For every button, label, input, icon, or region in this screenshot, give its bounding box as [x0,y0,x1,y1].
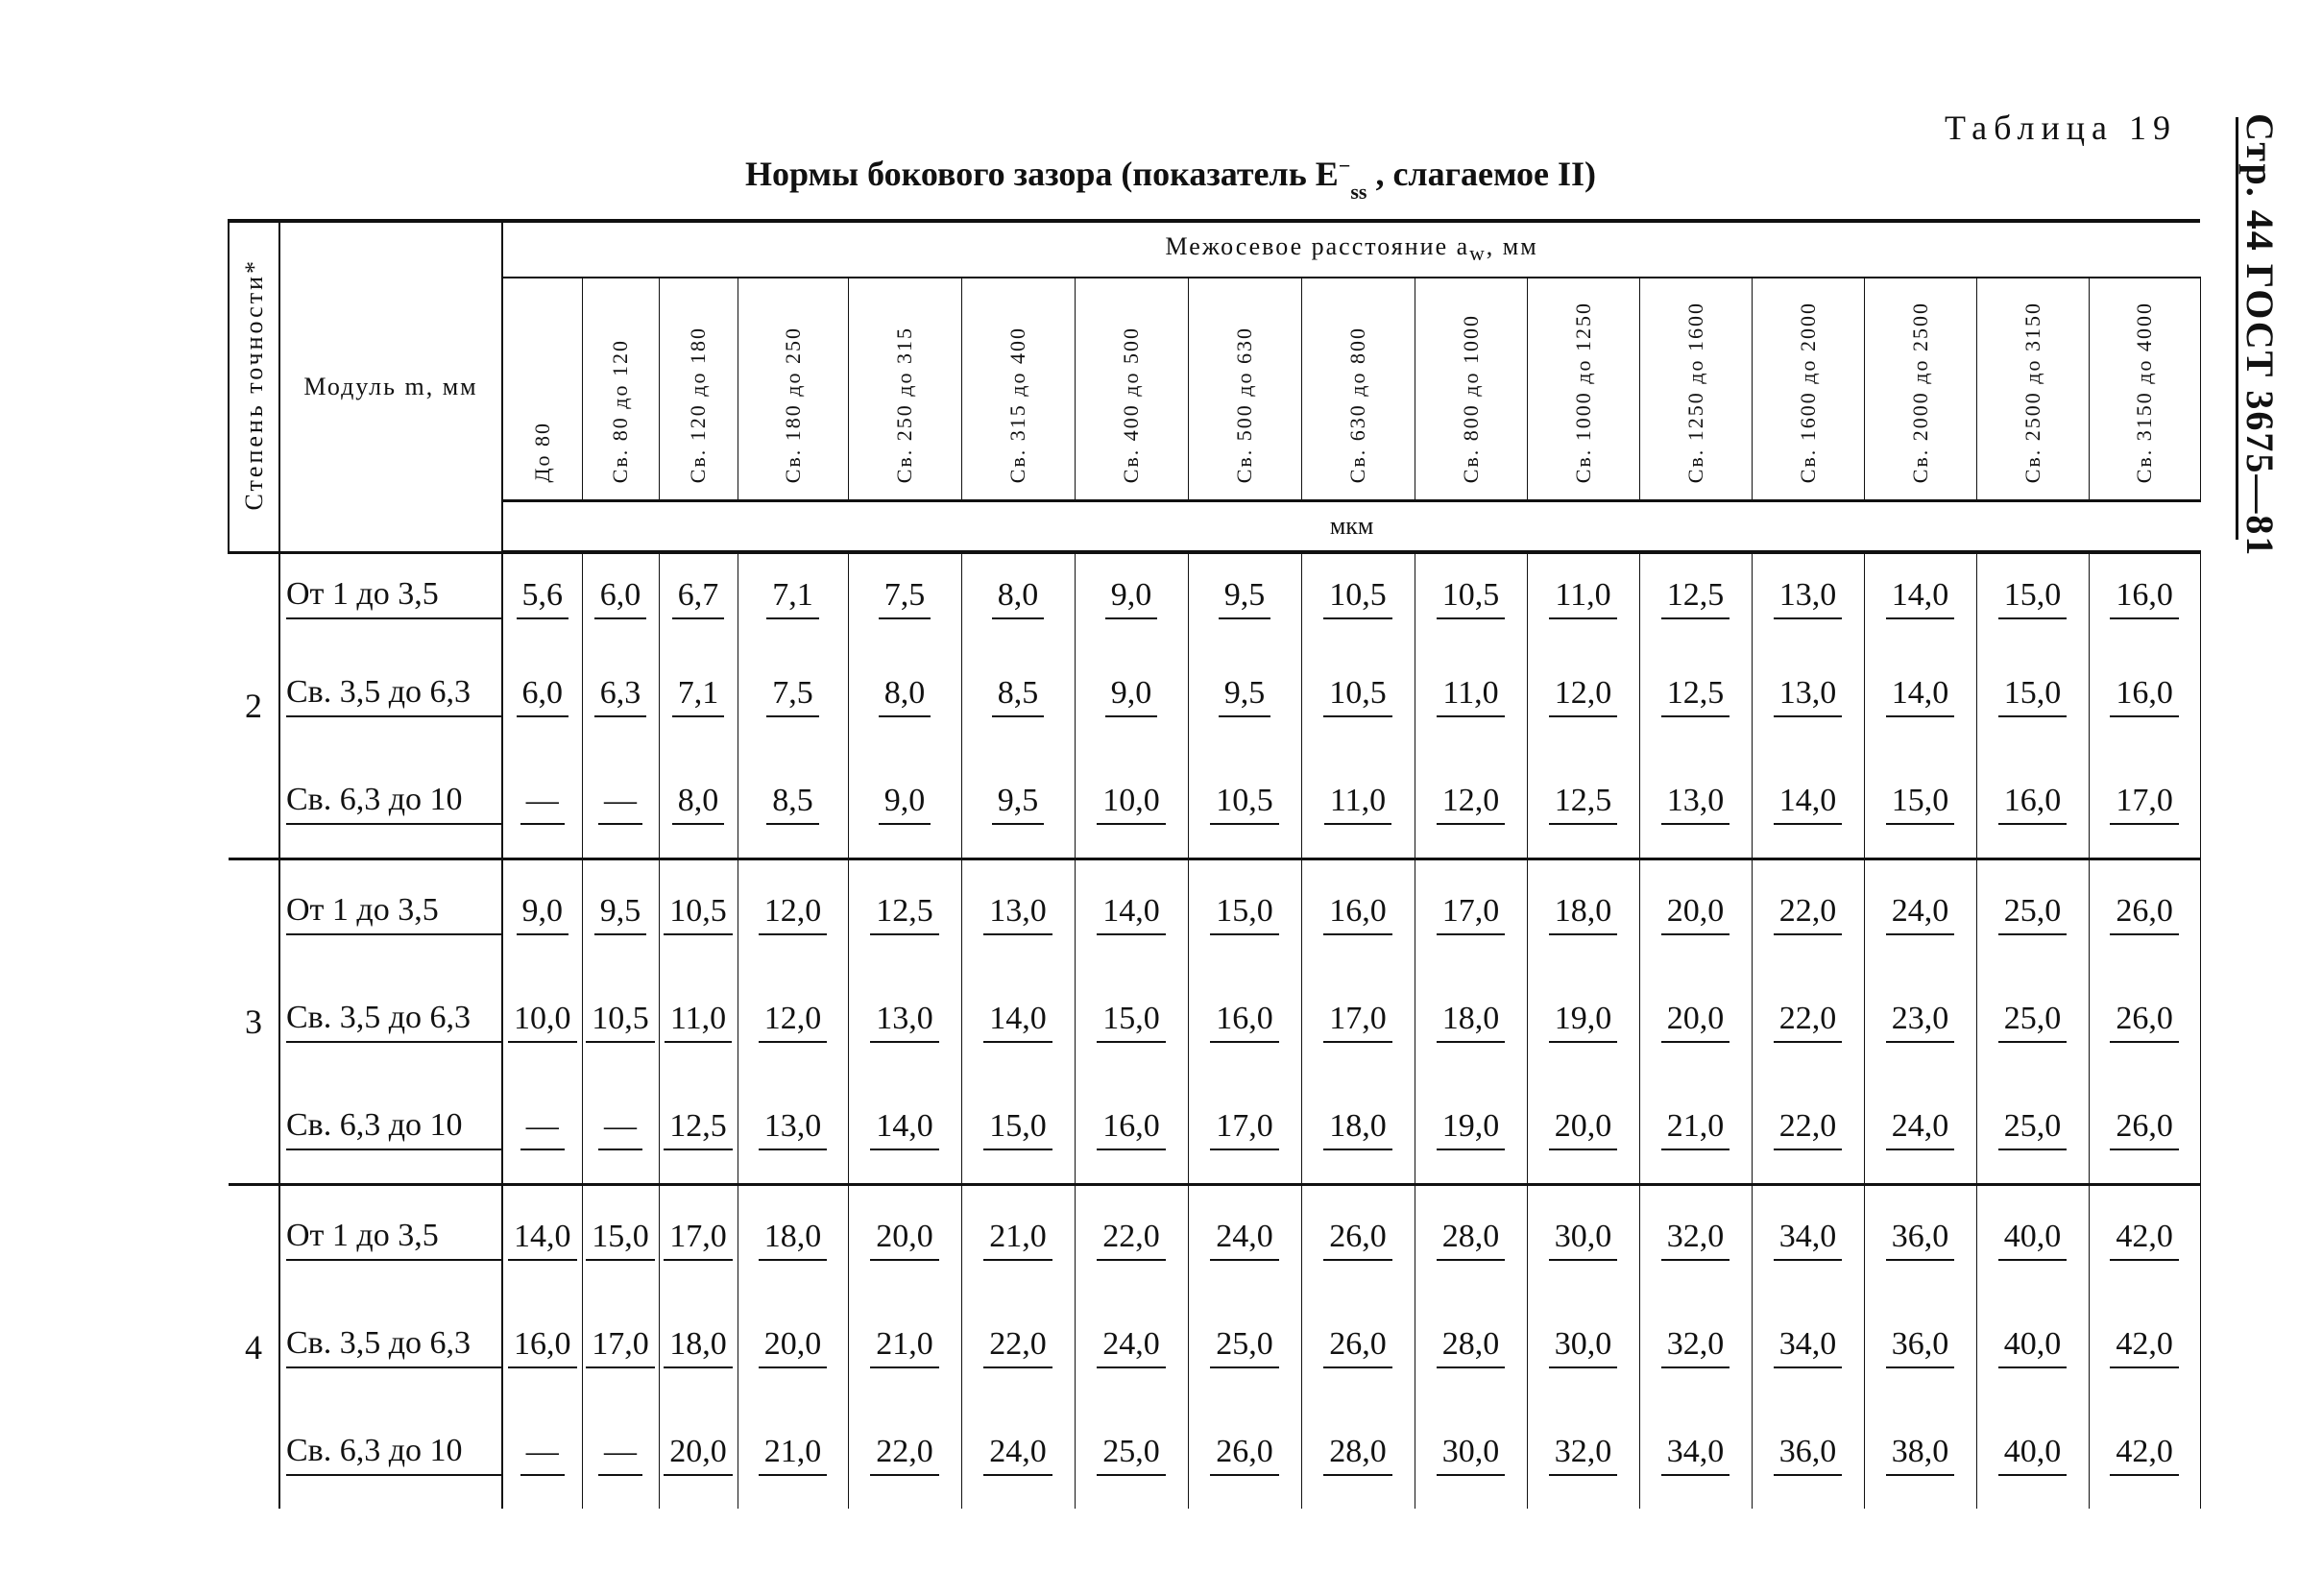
clearance-value: 8,0 [848,642,961,750]
clearance-value: 6,7 [659,552,738,642]
precision-header: Степень точности* [229,221,279,552]
distance-header: Межосевое расстояние $a_w$, мм [502,221,2200,278]
clearance-value: 9,0 [1075,642,1188,750]
clearance-value: 18,0 [1415,968,1527,1076]
clearance-value: 25,0 [1075,1401,1188,1509]
clearance-value: 40,0 [1976,1401,2089,1509]
clearance-value: 15,0 [582,1185,659,1294]
clearance-value: 11,0 [1527,552,1639,642]
clearance-value: — [502,750,582,859]
range-header-cell: Св. 2500 до 3150 [1976,278,2089,501]
clearance-value: 26,0 [1301,1185,1415,1294]
clearance-value: 10,5 [1301,642,1415,750]
module-range: Св. 6,3 до 10 [279,1076,502,1185]
clearance-value: 32,0 [1639,1185,1752,1294]
clearance-value: 24,0 [1075,1294,1188,1401]
title-tail: , слагаемое II) [1375,155,1596,193]
clearance-value: 22,0 [1752,968,1864,1076]
clearance-value: 13,0 [961,859,1075,969]
clearance-value: 14,0 [1864,552,1976,642]
clearance-value: 14,0 [961,968,1075,1076]
clearance-value: 16,0 [1075,1076,1188,1185]
clearance-value: 17,0 [659,1185,738,1294]
clearance-value: 8,5 [961,642,1075,750]
clearance-value: 16,0 [2089,552,2200,642]
clearance-value: 15,0 [1864,750,1976,859]
clearance-value: 18,0 [1301,1076,1415,1185]
range-header-cell: Св. 2000 до 2500 [1864,278,1976,501]
range-header-cell: Св. 315 до 400 [961,278,1075,501]
clearance-value: 28,0 [1301,1401,1415,1509]
clearance-value: 20,0 [1639,859,1752,969]
range-header-cell: Св. 180 до 250 [738,278,848,501]
clearance-value: 40,0 [1976,1294,2089,1401]
clearance-value: 11,0 [1415,642,1527,750]
clearance-value: — [502,1076,582,1185]
clearance-value: 9,5 [582,859,659,969]
title-main: Нормы бокового зазора (показатель E [745,155,1339,193]
clearance-value: 16,0 [2089,642,2200,750]
unit-header: мкм [502,501,2200,553]
clearance-value: 42,0 [2089,1185,2200,1294]
range-header-cell: Св. 80 до 120 [582,278,659,501]
clearance-value: 42,0 [2089,1401,2200,1509]
clearance-value: 7,5 [848,552,961,642]
clearance-value: 21,0 [1639,1076,1752,1185]
clearance-value: 30,0 [1527,1294,1639,1401]
clearance-value: 5,6 [502,552,582,642]
clearance-value: 9,0 [1075,552,1188,642]
range-header-cell: Св. 120 до 180 [659,278,738,501]
clearance-value: 26,0 [1301,1294,1415,1401]
clearance-value: 12,0 [1527,642,1639,750]
clearance-value: 15,0 [1075,968,1188,1076]
clearance-value: 26,0 [2089,859,2200,969]
clearance-value: — [582,750,659,859]
clearance-value: 15,0 [1188,859,1301,969]
clearance-value: 18,0 [1527,859,1639,969]
precision-degree: 4 [229,1185,279,1510]
clearance-value: 18,0 [659,1294,738,1401]
table-row [229,859,2200,969]
clearance-value: 24,0 [1864,859,1976,969]
clearance-value: 17,0 [582,1294,659,1401]
table-row [229,1185,2200,1294]
clearance-value: 30,0 [1527,1185,1639,1294]
clearance-value: 28,0 [1415,1294,1527,1401]
clearance-value: 25,0 [1976,859,2089,969]
clearance-value: 13,0 [848,968,961,1076]
clearance-value: 21,0 [848,1294,961,1401]
clearance-value: 16,0 [1188,968,1301,1076]
clearance-value: 16,0 [1976,750,2089,859]
clearance-value: 18,0 [738,1185,848,1294]
table-row [229,642,2200,750]
clearance-value: 20,0 [848,1185,961,1294]
clearance-value: 42,0 [2089,1294,2200,1401]
clearance-value: 38,0 [1864,1401,1976,1509]
clearance-value: 21,0 [738,1401,848,1509]
clearance-value: 28,0 [1415,1185,1527,1294]
clearance-value: 36,0 [1864,1294,1976,1401]
clearance-value: 26,0 [2089,968,2200,1076]
clearance-value: 10,0 [1075,750,1188,859]
clearance-value: — [582,1076,659,1185]
page-title [745,154,1596,205]
precision-degree: 2 [229,552,279,859]
clearance-value: 9,5 [1188,552,1301,642]
clearance-value: 36,0 [1752,1401,1864,1509]
module-range: От 1 до 3,5 [279,859,502,969]
clearance-value: 7,1 [659,642,738,750]
clearance-value: 22,0 [1752,1076,1864,1185]
side-page-header: Стр. 44 ГОСТ 3675—81 [2238,113,2282,558]
clearance-value: 9,0 [502,859,582,969]
table-row [229,1294,2200,1401]
clearance-value: 15,0 [1976,552,2089,642]
clearance-value: 40,0 [1976,1185,2089,1294]
clearance-value: 34,0 [1752,1294,1864,1401]
clearance-value: 14,0 [1752,750,1864,859]
clearance-value: 10,5 [582,968,659,1076]
clearance-value: 12,5 [848,859,961,969]
clearance-value: 14,0 [502,1185,582,1294]
clearance-value: 10,0 [502,968,582,1076]
table-row [229,750,2200,859]
clearance-value: 22,0 [1075,1185,1188,1294]
clearance-value: 10,5 [659,859,738,969]
module-range: Св. 3,5 до 6,3 [279,642,502,750]
title-symbol-sup: − [1338,154,1351,178]
clearance-value: 20,0 [738,1294,848,1401]
table-row [229,552,2200,642]
range-header-cell: Св. 500 до 630 [1188,278,1301,501]
clearance-value: 21,0 [961,1185,1075,1294]
module-range: От 1 до 3,5 [279,552,502,642]
clearance-value: 34,0 [1639,1401,1752,1509]
clearance-value: 12,0 [738,968,848,1076]
clearance-value: 12,5 [659,1076,738,1185]
range-header-row [229,278,2200,501]
clearance-value: — [502,1401,582,1509]
clearance-value: 20,0 [1527,1076,1639,1185]
clearance-value: 13,0 [738,1076,848,1185]
clearance-value: 19,0 [1415,1076,1527,1185]
module-range: От 1 до 3,5 [279,1185,502,1294]
clearance-value: 6,0 [502,642,582,750]
clearance-value: 22,0 [961,1294,1075,1401]
table-body [229,552,2200,1509]
clearance-value: 36,0 [1864,1185,1976,1294]
clearance-value: 23,0 [1864,968,1976,1076]
table-header [229,221,2200,552]
clearance-value: 20,0 [1639,968,1752,1076]
clearance-value: 13,0 [1639,750,1752,859]
clearance-value: 25,0 [1188,1294,1301,1401]
range-header-cell: Св. 1000 до 1250 [1527,278,1639,501]
clearance-value: 9,0 [848,750,961,859]
clearance-value: — [582,1401,659,1509]
clearance-value: 16,0 [1301,859,1415,969]
clearance-value: 10,5 [1301,552,1415,642]
range-header-cell: Св. 630 до 800 [1301,278,1415,501]
clearance-value: 25,0 [1976,968,2089,1076]
range-header-cell: До 80 [502,278,582,501]
clearance-value: 11,0 [1301,750,1415,859]
clearance-value: 26,0 [2089,1076,2200,1185]
clearance-value: 30,0 [1415,1401,1527,1509]
range-header-cell: Св. 3150 до 4000 [2089,278,2200,501]
clearance-value: 7,1 [738,552,848,642]
clearance-value: 17,0 [1301,968,1415,1076]
side-clearance-table [228,219,2201,1509]
clearance-value: 22,0 [848,1401,961,1509]
clearance-value: 12,5 [1639,552,1752,642]
module-range: Св. 3,5 до 6,3 [279,968,502,1076]
clearance-value: 11,0 [659,968,738,1076]
module-range: Св. 6,3 до 10 [279,1401,502,1509]
clearance-value: 8,0 [961,552,1075,642]
clearance-value: 13,0 [1752,552,1864,642]
clearance-value: 10,5 [1188,750,1301,859]
clearance-value: 13,0 [1752,642,1864,750]
precision-degree: 3 [229,859,279,1185]
clearance-value: 25,0 [1976,1076,2089,1185]
module-range: Св. 3,5 до 6,3 [279,1294,502,1401]
clearance-value: 6,0 [582,552,659,642]
table-row [229,1076,2200,1185]
clearance-value: 10,5 [1415,552,1527,642]
clearance-value: 15,0 [961,1076,1075,1185]
clearance-value: 32,0 [1639,1294,1752,1401]
clearance-value: 32,0 [1527,1401,1639,1509]
clearance-value: 22,0 [1752,859,1864,969]
clearance-value: 12,5 [1639,642,1752,750]
clearance-value: 17,0 [2089,750,2200,859]
table-number: Таблица 19 [1945,109,2177,147]
clearance-value: 8,0 [659,750,738,859]
module-header: Модуль m, мм [279,221,502,552]
clearance-value: 17,0 [1188,1076,1301,1185]
range-header-cell: Св. 400 до 500 [1075,278,1188,501]
clearance-value: 24,0 [1188,1185,1301,1294]
clearance-value: 20,0 [659,1401,738,1509]
table-row [229,1401,2200,1509]
clearance-value: 24,0 [961,1401,1075,1509]
clearance-value: 16,0 [502,1294,582,1401]
clearance-value: 15,0 [1976,642,2089,750]
clearance-value: 6,3 [582,642,659,750]
clearance-value: 9,5 [961,750,1075,859]
clearance-value: 24,0 [1864,1076,1976,1185]
clearance-value: 14,0 [1864,642,1976,750]
range-header-cell: Св. 250 до 315 [848,278,961,501]
clearance-value: 9,5 [1188,642,1301,750]
clearance-value: 34,0 [1752,1185,1864,1294]
clearance-value: 14,0 [1075,859,1188,969]
range-header-cell: Св. 1250 до 1600 [1639,278,1752,501]
range-header-cell: Св. 800 до 1000 [1415,278,1527,501]
clearance-value: 12,5 [1527,750,1639,859]
clearance-value: 12,0 [1415,750,1527,859]
clearance-value: 14,0 [848,1076,961,1185]
table-row [229,968,2200,1076]
module-range: Св. 6,3 до 10 [279,750,502,859]
title-symbol-sub: ss [1350,180,1367,205]
clearance-value: 19,0 [1527,968,1639,1076]
clearance-value: 7,5 [738,642,848,750]
clearance-value: 8,5 [738,750,848,859]
range-header-cell: Св. 1600 до 2000 [1752,278,1864,501]
clearance-value: 12,0 [738,859,848,969]
clearance-value: 26,0 [1188,1401,1301,1509]
clearance-value: 17,0 [1415,859,1527,969]
